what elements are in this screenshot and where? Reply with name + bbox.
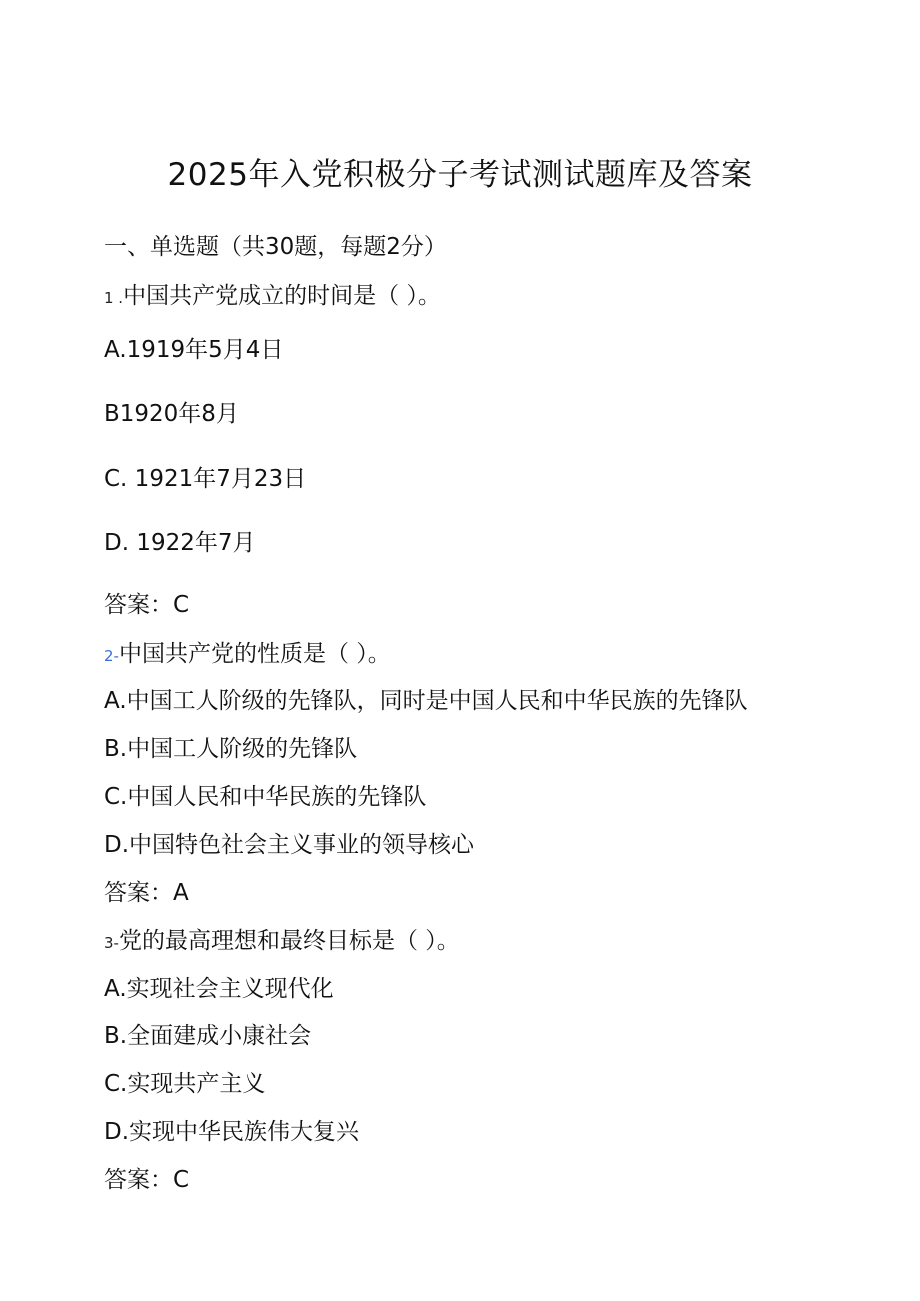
option-2-a: A.中国工人阶级的先锋队，同时是中国人民和中华民族的先锋队: [104, 688, 748, 714]
option-3-a: A.实现社会主义现代化: [104, 976, 334, 1002]
section-heading: 一、单选题（共30题，每题2分）: [104, 234, 447, 260]
option-3-d: D.实现中华民族伟大复兴: [104, 1119, 360, 1145]
answer-2: 答案：A: [104, 880, 189, 906]
option-1-a: A.1919年5月4日: [104, 337, 284, 363]
option-2-d: D.中国特色社会主义事业的领导核心: [104, 832, 475, 858]
question-3: [104, 925, 460, 959]
question-number: 3-: [104, 934, 119, 952]
answer-3: 答案：C: [104, 1167, 190, 1193]
question-number: 1 .: [104, 289, 124, 307]
option-3-b: B.全面建成小康社会: [104, 1023, 312, 1049]
option-2-b: B.中国工人阶级的先锋队: [104, 736, 358, 762]
option-1-c: C. 1921年7月23日: [104, 466, 307, 492]
option-1-b: B1920年8月: [104, 401, 239, 427]
question-1: [104, 280, 441, 314]
option-1-d: D. 1922年7月: [104, 530, 256, 556]
question-stem: 中国共产党成立的时间是（ ）。: [123, 283, 441, 309]
question-2: [104, 638, 391, 672]
question-number: 2-: [104, 647, 119, 665]
question-stem: 中国共产党的性质是（ ）。: [118, 641, 391, 667]
option-2-c: C.中国人民和中华民族的先锋队: [104, 784, 427, 810]
document-title: 2025年入党积极分子考试测试题库及答案: [167, 157, 753, 193]
option-3-c: C.实现共产主义: [104, 1071, 266, 1097]
answer-1: 答案：C: [104, 592, 190, 618]
question-stem: 党的最高理想和最终目标是（ ）。: [118, 928, 460, 954]
